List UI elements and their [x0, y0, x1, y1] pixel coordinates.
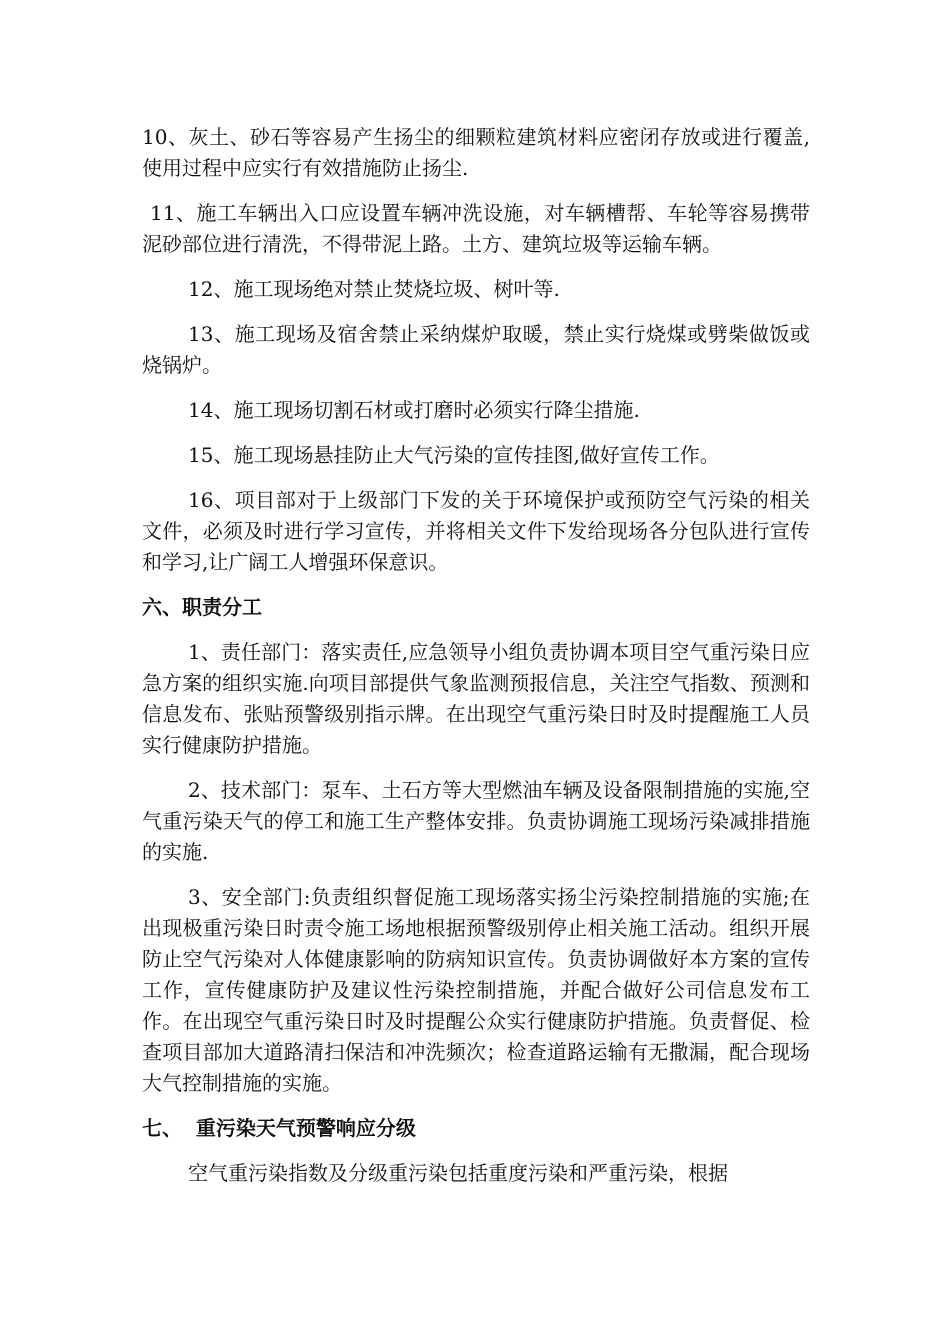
item-11: 11、施工车辆出入口应设置车辆冲洗设施，对车辆槽帮、车轮等容易携带泥砂部位进行清洗，不得带泥上路。土方、建筑垃圾等运输车辆。 — [142, 201, 810, 256]
item-16: 16、项目部对于上级部门下发的关于环境保护或预防空气污染的相关文件，必须及时进行学习宣传，并将相关文件下发给现场各分包队进行宣传和学习,让广阔工人增强环保意识。 — [142, 488, 810, 574]
responsibility-department: 1、责任部门：落实责任,应急领导小组负责协调本项目空气重污染日应急方案的组织实施.向项目部提供气象监测预报信息，关注空气指数、预测和信息发布、张贴预警级别指示牌。在出现空气重污染日时及时提醒施工人员实行健康防护措施。 — [142, 640, 810, 757]
technical-department: 2、技术部门：泵车、土石方等大型燃油车辆及设备限制措施的实施,空气重污染天气的停工和施工生产整体安排。负责协调施工现场污染减排措施的实施. — [142, 778, 810, 864]
item-13: 13、施工现场及宿舍禁止采纳煤炉取暖，禁止实行烧煤或劈柴做饭或烧锅炉。 — [142, 322, 810, 377]
section-heading-responsibilities: 六、职责分工 — [142, 595, 262, 619]
item-14: 14、施工现场切割石材或打磨时必须实行降尘措施. — [188, 398, 640, 422]
item-15: 15、施工现场悬挂防止大气污染的宣传挂图,做好宣传工作。 — [188, 443, 720, 467]
warning-levels-intro: 空气重污染指数及分级重污染包括重度污染和严重污染，根据 — [188, 1161, 728, 1185]
document-body — [142, 122, 810, 1203]
section-heading-warning-levels: 七、 重污染天气预警响应分级 — [142, 1116, 416, 1140]
item-12: 12、施工现场绝对禁止焚烧垃圾、树叶等. — [188, 277, 560, 301]
item-10: 10、灰土、砂石等容易产生扬尘的细颗粒建筑材料应密闭存放或进行覆盖,使用过程中应实行有效措施防止扬尘. — [142, 125, 810, 180]
safety-department: 3、安全部门:负责组织督促施工现场落实扬尘污染控制措施的实施;在出现极重污染日时责令施工场地根据预警级别停止相关施工活动。组织开展防止空气污染对人体健康影响的防病知识宣传。负责协调做好本方案的宣传工作，宣传健康防护及建议性污染控制措施，并配合做好公司信息发布工作。在出现空气重污染日时及时提醒公众实行健康防护措施。负责督促、检查项目部加大道路清扫保洁和冲洗频次；检查道路运输有无撒漏，配合现场大气控制措施的实施。 — [142, 885, 810, 1095]
